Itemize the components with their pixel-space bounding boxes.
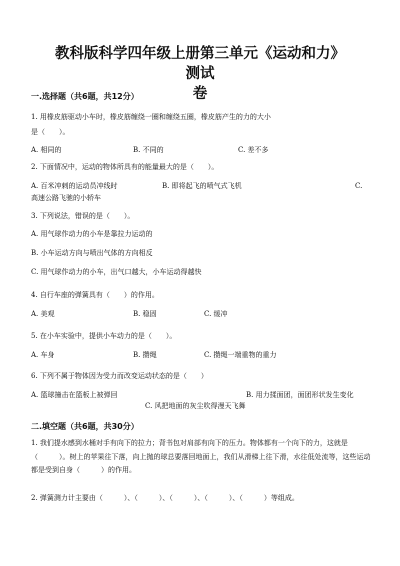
question-1-stem-cont: 是（ ）。 [31, 128, 70, 136]
question-4-option-c: C. 缓冲 [204, 310, 228, 318]
fill-in-question-2: 2. 弹簧测力计主要由（ ）、（ ）、（ ）、（ ）、（ ）等组成。 [31, 494, 299, 502]
question-6-stem: 6. 下列不属于物体因为受力而改变运动状态的是（ ） [31, 372, 208, 380]
question-1-stem: 1. 用橡皮筋驱动小车时，橡皮筋缠绕一圈和缠绕五圈，橡皮筋产生的力的大小 [31, 113, 271, 121]
question-1-option-c: C. 差不多 [238, 146, 269, 154]
question-4-stem: 4. 自行车座的弹簧具有（ ）的作用。 [31, 291, 159, 299]
question-1-option-b: B. 不同的 [133, 146, 164, 154]
section-heading-fill-in: 二.填空题（共6题，共30分） [31, 422, 139, 431]
question-6-option-b: B. 用力揉面团，面团形状发生变化 [246, 391, 354, 399]
title-line-1: 教科版科学四年级上册第三单元《运动和力》测试 [55, 46, 345, 82]
question-6-option-a: A. 篮球撞击在篮板上被弹回 [31, 391, 118, 399]
question-4-option-b: B. 稳固 [133, 310, 157, 318]
question-3-option-c: C. 用气球作动力的小车，出气口越大，小车运动得越快 [31, 268, 202, 276]
question-1-option-a: A. 相同的 [31, 146, 62, 154]
question-3-option-a: A. 用气球作动力的小车是靠拉力运动的 [31, 230, 153, 238]
question-3-option-b: B. 小车运动方向与喷出气体的方向相反 [31, 249, 153, 257]
question-6-option-c: C. 风把地面的灰尘吹得漫天飞舞 [145, 402, 246, 410]
question-5-option-c: C. 攒绳一端重物的重力 [204, 351, 277, 359]
question-5-option-b: B. 攒绳 [133, 351, 157, 359]
question-5-stem: 5. 在小车实验中，提供小车动力的是（ ）。 [31, 332, 177, 340]
fill-in-question-1: 1. 我们提水感到水桶对手有向下的拉力；背书包对肩部有向下的压力。物体都有一个向下的力，这就是（ ）。树上的苹果往下落，向上抛的球总要落回地面上，我们从滑梯上往下滑，水往低处流等，这些运动都是受到自身（ ）的作用。 [31, 439, 371, 474]
title-line-2: 卷 [192, 86, 208, 102]
question-4-option-a: A. 美观 [31, 310, 55, 318]
question-2-option-b: B. 即将起飞的喷气式飞机 [162, 182, 242, 190]
question-2-option-a: A. 百米冲刺的运动员冲线时 [31, 182, 118, 190]
section-heading-choice: 一.选择题（共6题，共12分） [31, 92, 139, 101]
question-3-stem: 3. 下列说法，错误的是（ ）。 [31, 212, 135, 220]
question-2-option-c: 高速公路飞驰的小轿车 [31, 194, 101, 202]
question-5-option-a: A. 车身 [31, 351, 55, 359]
question-2-stem: 2. 下面情况中，运动的物体所具有的能量最大的是（ ）。 [31, 163, 219, 171]
question-2-option-c-letter: C. [355, 182, 363, 190]
